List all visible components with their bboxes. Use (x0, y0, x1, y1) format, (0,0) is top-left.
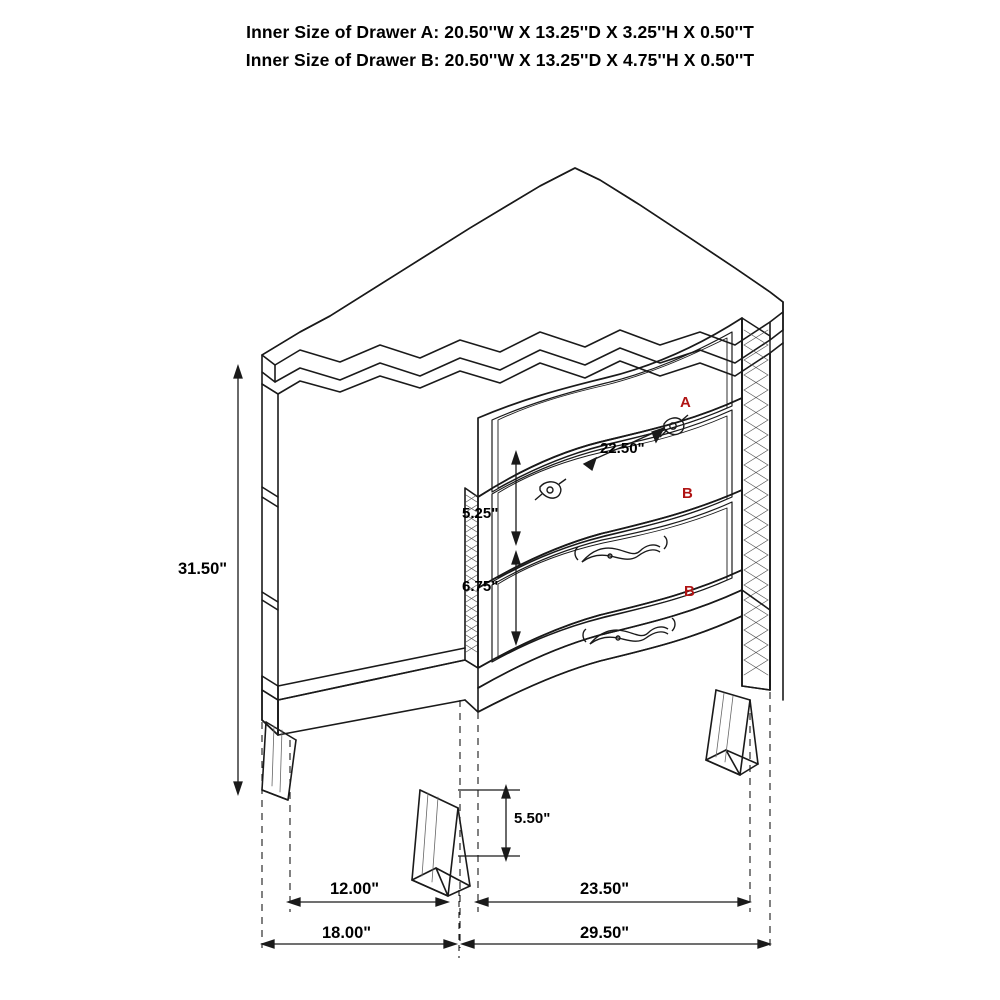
drawer-b-height-label: 6.75" (462, 578, 499, 595)
drawer-width-label: 22.50" (600, 440, 645, 457)
drawer-a-height-label: 5.25" (462, 505, 499, 522)
overall-height-label: 31.50" (178, 560, 228, 578)
width-inner-label: 23.50" (580, 880, 630, 898)
depth-front-leg-label: 12.00" (330, 880, 380, 898)
depth-total-label: 18.00" (322, 924, 372, 942)
drawer-a-inner-size-text: Inner Size of Drawer A: 20.50''W X 13.25''D X 3.25''H X 0.50''T (246, 22, 754, 42)
drawer-b-top-marker: B (682, 485, 693, 502)
drawer-b-bottom-marker: B (684, 583, 695, 600)
width-total-label: 29.50" (580, 924, 630, 942)
drawer-a-marker: A (680, 394, 691, 411)
leg-height-label: 5.50" (514, 810, 551, 827)
drawer-b-inner-size-text: Inner Size of Drawer B: 20.50''W X 13.25''D X 4.75''H X 0.50''T (245, 50, 755, 70)
